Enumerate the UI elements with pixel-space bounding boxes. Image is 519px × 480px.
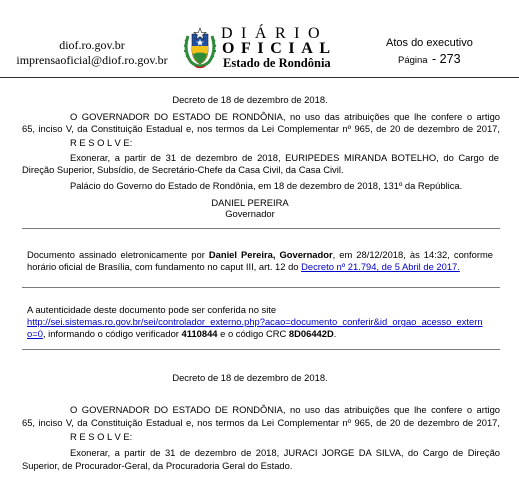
authenticity-text: , informando o código verificador xyxy=(42,328,182,339)
decree-article-line: Exonerar, a partir de 31 de dezembro de 2018, EURIPEDES MIRANDA BOTELHO, do Cargo de xyxy=(70,152,499,163)
verification-url-link-end[interactable]: o=0 xyxy=(27,328,43,339)
notice-signer-name: Daniel Pereira xyxy=(208,249,273,260)
decree-preamble-line: 65, inciso V, da Constituição Estadual e, nos termos da Lei Complementar nº 965, de 20 de dezembro de 2017, xyxy=(22,417,500,428)
header-divider xyxy=(0,77,519,78)
page-number: - 273 xyxy=(432,52,461,66)
decree-reference-link[interactable]: Decreto nº 21.794, de 5 Abril de 2017. xyxy=(301,261,460,272)
notice-text: horário oficial de Brasília, com fundamento no caput III, art. 12 do xyxy=(27,261,302,272)
crc-code: 8D06442D xyxy=(288,328,334,339)
signature-notice-line xyxy=(27,261,460,272)
authenticity-text: A autenticidade deste documento pode ser conferida no site xyxy=(27,304,277,315)
contact-email: imprensaoficial@diof.ro.gov.br xyxy=(16,53,168,67)
authenticity-text: . xyxy=(333,328,337,339)
signature-notice-line xyxy=(27,249,493,260)
resolve-heading: R E S O L V E: xyxy=(70,431,133,442)
verifier-code: 4110844 xyxy=(181,328,218,339)
notice-signer-role: Governador xyxy=(279,249,333,260)
notice-text: , em 28/12/2018, às 14:32, conforme xyxy=(332,249,493,260)
decree-preamble-line: O GOVERNADOR DO ESTADO DE RONDÔNIA, no uso das atribuições que lhe confere o artigo xyxy=(70,404,500,415)
page-indicator xyxy=(398,51,461,69)
verification-url-line xyxy=(27,316,483,327)
notice-text: Documento assinado eletronicamente por xyxy=(27,249,209,260)
signer-title: Governador xyxy=(225,208,275,219)
verification-code-line xyxy=(27,328,336,339)
masthead-subtitle: Estado de Rondônia xyxy=(223,56,331,70)
section-divider xyxy=(22,287,500,288)
verification-url-link[interactable]: http://sei.sistemas.ro.gov.br/sei/controlador_externo.php?acao=documento_conferir&id_orgao_acesso_extern xyxy=(27,316,483,327)
decree-article-line: Direção Superior, Subsídio, de Secretário-Chefe da Casa Civil, da Casa Civil. xyxy=(22,164,344,175)
decree-article-line: Exonerar, a partir de 31 de dezembro de 2018, JURACI JORGE DA SILVA, do Cargo de Direção xyxy=(70,447,500,458)
authenticity-text: e o código CRC xyxy=(217,328,289,339)
masthead-title-oficial: OFICIAL xyxy=(222,40,337,57)
decree-article-line: Superior, de Procurador-Geral, da Procuradoria Geral do Estado. xyxy=(22,460,293,471)
section-label: Atos do executivo xyxy=(386,37,473,49)
notice-separator: , xyxy=(272,249,280,260)
decree-title: Decreto de 18 de dezembro de 2018. xyxy=(172,372,328,383)
section-divider xyxy=(22,228,500,229)
signer-name: DANIEL PEREIRA xyxy=(211,197,289,208)
page-label: Página xyxy=(398,55,428,66)
decree-preamble-line: 65, inciso V, da Constituição Estadual e, nos termos da Lei Complementar nº 965, de 20 de dezembro de 2017, xyxy=(22,123,500,134)
decree-preamble-line: O GOVERNADOR DO ESTADO DE RONDÔNIA, no uso das atribuições que lhe confere o artigo xyxy=(70,111,500,122)
section-divider xyxy=(22,349,500,350)
site-address: diof.ro.gov.br xyxy=(59,38,125,52)
decree-closing: Palácio do Governo do Estado de Rondônia, em 18 de dezembro de 2018, 131º da República. xyxy=(70,180,463,191)
coat-of-arms-icon xyxy=(183,27,217,71)
masthead-title-diario: DIÁRIO xyxy=(221,25,328,42)
resolve-heading: R E S O L V E: xyxy=(70,137,133,148)
decree-title: Decreto de 18 de dezembro de 2018. xyxy=(172,94,328,105)
